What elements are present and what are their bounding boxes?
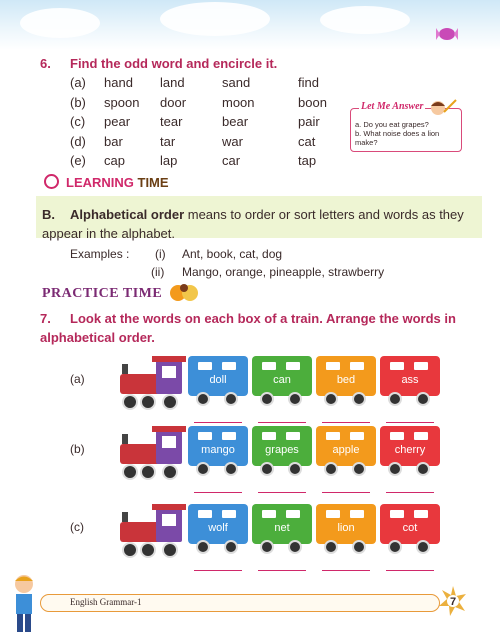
- train-car: [316, 504, 376, 544]
- wheel: [388, 540, 402, 554]
- example-number: (i): [155, 247, 166, 261]
- car-window: [262, 362, 276, 370]
- row-label: (a): [70, 75, 86, 90]
- answer-blank-line[interactable]: [322, 570, 370, 571]
- row-label: (c): [70, 114, 86, 129]
- answer-blank-line[interactable]: [386, 422, 434, 423]
- wheel: [288, 462, 302, 476]
- let-me-answer-title: Let Me Answer: [361, 101, 424, 112]
- wheel: [416, 540, 430, 554]
- odd-word-option[interactable]: land: [160, 75, 185, 90]
- odd-word-option[interactable]: hand: [104, 75, 133, 90]
- wheel: [288, 392, 302, 406]
- wheel: [388, 392, 402, 406]
- car-word: ass: [401, 374, 419, 386]
- definition-term: Alphabetical order: [70, 207, 185, 222]
- car-word: lion: [337, 522, 355, 534]
- car-window: [326, 362, 340, 370]
- car-word: cot: [402, 522, 418, 534]
- girl-with-pencil-icon: [424, 98, 458, 120]
- odd-word-option[interactable]: tar: [160, 133, 176, 149]
- section-label: B.: [42, 207, 55, 222]
- odd-word-option[interactable]: lap: [160, 153, 178, 168]
- car-window: [390, 362, 404, 370]
- car-window: [414, 362, 428, 370]
- footer-book-title: English Grammar-1: [70, 597, 142, 607]
- car-word: bed: [336, 374, 356, 386]
- odd-word-option[interactable]: moon: [222, 94, 255, 110]
- odd-word-option[interactable]: car: [222, 153, 241, 168]
- car-word: doll: [209, 374, 227, 386]
- train-car: [252, 356, 312, 396]
- wheel: [260, 540, 274, 554]
- page-number: 7: [450, 596, 457, 608]
- wheel: [260, 462, 274, 476]
- practice-time-heading: PRACTICE TIME: [42, 286, 163, 301]
- train-car: [188, 356, 248, 396]
- odd-word-option[interactable]: war: [222, 133, 243, 149]
- car-window: [286, 362, 300, 370]
- cloud: [320, 6, 410, 34]
- wheel: [324, 462, 338, 476]
- train-engine-icon: [118, 504, 188, 560]
- example-number: (ii): [151, 265, 165, 279]
- question-number: 7.: [40, 311, 51, 326]
- car-window: [286, 432, 300, 440]
- car-window: [198, 362, 212, 370]
- question-7-heading: [40, 309, 470, 347]
- answer-blank-line[interactable]: [322, 422, 370, 423]
- odd-word-option[interactable]: find: [298, 75, 319, 90]
- wheel: [416, 462, 430, 476]
- odd-word-option[interactable]: cat: [298, 133, 316, 149]
- odd-word-option[interactable]: spoon: [104, 94, 140, 110]
- examples-label: Examples :: [70, 247, 130, 261]
- car-window: [286, 510, 300, 518]
- car-window: [222, 432, 236, 440]
- answer-blank-line[interactable]: [258, 492, 306, 493]
- car-window: [350, 432, 364, 440]
- odd-word-option[interactable]: cap: [104, 153, 125, 168]
- train-label: (c): [70, 520, 84, 534]
- candy-icon: [432, 24, 462, 44]
- let-me-answer-question-a: a. Do you eat grapes?: [355, 120, 429, 129]
- question-number: 6.: [40, 56, 51, 71]
- train-car: [380, 426, 440, 466]
- odd-word-option[interactable]: sand: [222, 75, 251, 90]
- train-car: [252, 426, 312, 466]
- car-word: mango: [201, 444, 235, 456]
- car-window: [350, 362, 364, 370]
- definition-text: [42, 205, 472, 243]
- learning-time-heading: [66, 175, 169, 190]
- train-car: [188, 504, 248, 544]
- car-window: [414, 432, 428, 440]
- car-window: [198, 432, 212, 440]
- train-car: [316, 426, 376, 466]
- car-word: net: [274, 522, 290, 534]
- answer-blank-line[interactable]: [194, 570, 242, 571]
- row-label: (d): [70, 133, 86, 149]
- car-window: [198, 510, 212, 518]
- car-word: wolf: [208, 522, 228, 534]
- wheel: [196, 462, 210, 476]
- train-engine-icon: [118, 426, 188, 482]
- train-engine-icon: [118, 356, 188, 412]
- train-car: [252, 504, 312, 544]
- odd-word-option[interactable]: tear: [160, 114, 183, 129]
- row-label: (e): [70, 153, 86, 168]
- car-word: can: [273, 374, 291, 386]
- clock-icon: [44, 174, 59, 189]
- car-window: [262, 510, 276, 518]
- odd-word-option[interactable]: tap: [298, 153, 317, 168]
- wheel: [416, 392, 430, 406]
- let-me-answer-question-b: b. What noise does a lion make?: [355, 129, 440, 147]
- train-car: [316, 356, 376, 396]
- odd-word-option[interactable]: bear: [222, 114, 249, 129]
- train-label: (b): [70, 442, 85, 456]
- answer-blank-line[interactable]: [386, 570, 434, 571]
- train-car: [380, 504, 440, 544]
- car-window: [326, 510, 340, 518]
- answer-blank-line[interactable]: [322, 492, 370, 493]
- car-window: [350, 510, 364, 518]
- wheel: [196, 392, 210, 406]
- odd-word-option[interactable]: pair: [298, 114, 320, 129]
- car-word: cherry: [394, 444, 426, 456]
- car-window: [390, 432, 404, 440]
- question-prompt: Look at the words on each box of a train. Arrange the words in alphabetical order.: [40, 311, 456, 345]
- example-text: Ant, book, cat, dog: [182, 247, 283, 261]
- cloud: [160, 2, 270, 36]
- wheel: [352, 540, 366, 554]
- car-window: [414, 510, 428, 518]
- car-window: [262, 432, 276, 440]
- train-label: (a): [70, 372, 85, 386]
- wheel: [352, 392, 366, 406]
- question-prompt: Find the odd word and encircle it.: [70, 56, 278, 71]
- car-window: [222, 510, 236, 518]
- wheel: [224, 392, 238, 406]
- train-car: [380, 356, 440, 396]
- car-word: grapes: [265, 444, 299, 456]
- wheel: [288, 540, 302, 554]
- wheel: [324, 540, 338, 554]
- car-word: apple: [332, 444, 360, 456]
- answer-blank-line[interactable]: [258, 570, 306, 571]
- learning-time-word-2: TIME: [133, 175, 169, 190]
- definition-body: means to order or sort letters and words as they appear in the alphabet.: [42, 207, 464, 241]
- odd-word-option[interactable]: pear: [104, 114, 131, 129]
- wheel: [224, 462, 238, 476]
- car-window: [390, 510, 404, 518]
- wheel: [324, 392, 338, 406]
- train-car: [188, 426, 248, 466]
- wheel: [196, 540, 210, 554]
- example-text: Mango, orange, pineapple, strawberry: [182, 265, 385, 279]
- wheel: [352, 462, 366, 476]
- wheel: [224, 540, 238, 554]
- boy-mascot-icon: [6, 572, 42, 636]
- odd-word-option[interactable]: bar: [104, 133, 123, 149]
- kid-reading-icon: [168, 282, 200, 304]
- answer-blank-line[interactable]: [194, 422, 242, 423]
- answer-blank-line[interactable]: [194, 492, 242, 493]
- answer-blank-line[interactable]: [386, 492, 434, 493]
- cloud: [20, 8, 100, 38]
- car-window: [326, 432, 340, 440]
- odd-word-option[interactable]: door: [160, 94, 187, 110]
- car-window: [222, 362, 236, 370]
- wheel: [260, 392, 274, 406]
- answer-blank-line[interactable]: [258, 422, 306, 423]
- row-label: (b): [70, 94, 86, 110]
- question-6-heading: [40, 56, 277, 71]
- odd-word-option[interactable]: boon: [298, 94, 327, 110]
- learning-time-word-1: LEARNING: [66, 175, 134, 190]
- wheel: [388, 462, 402, 476]
